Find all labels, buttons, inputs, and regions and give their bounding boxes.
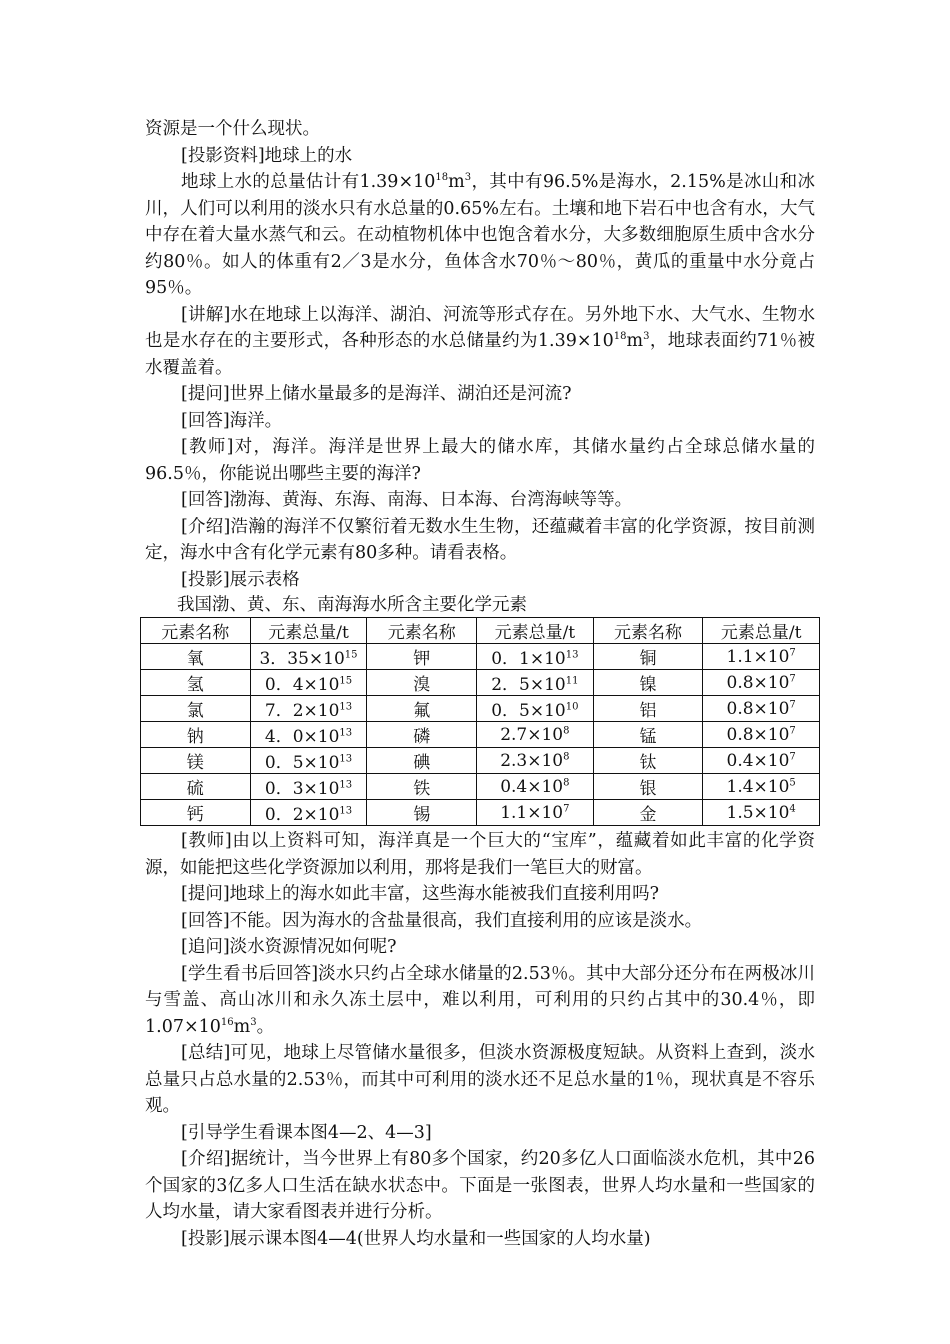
element-name-cell: 氯: [141, 696, 251, 722]
amount-exponent: 8: [563, 776, 570, 788]
amount-mantissa: 2.3×10: [500, 750, 564, 771]
amount-mantissa: 0.8×10: [726, 698, 790, 719]
amount-mantissa: 0.4×10: [500, 776, 564, 797]
exponent: 18: [613, 331, 627, 343]
table-row: [141, 800, 820, 826]
element-name-cell: 氧: [141, 644, 251, 670]
table-header-row: [141, 618, 820, 644]
element-name-cell: 银: [593, 774, 703, 800]
paragraph-text: ，地球表面约71％被水覆盖着。: [145, 331, 815, 378]
document-page: [145, 116, 815, 1252]
amount-mantissa: 0．2×10: [264, 805, 340, 825]
header-element-amount: 元素总量/t: [477, 618, 594, 644]
paragraph: [145, 169, 815, 302]
header-element-amount: 元素总量/t: [703, 618, 820, 644]
header-element-name: 元素名称: [141, 618, 251, 644]
amount-exponent: 7: [789, 724, 796, 736]
element-name-cell: 铜: [593, 644, 703, 670]
amount-mantissa: 0.8×10: [726, 724, 790, 745]
amount-mantissa: 7．2×10: [264, 701, 340, 721]
element-amount-cell: [703, 670, 820, 696]
amount-mantissa: 0．3×10: [264, 779, 340, 799]
header-element-name: 元素名称: [367, 618, 477, 644]
element-amount-cell: [477, 748, 594, 774]
element-amount-cell: [477, 670, 594, 696]
amount-mantissa: 2.7×10: [500, 724, 564, 745]
amount-mantissa: 1.5×10: [726, 802, 790, 823]
element-name-cell: 金: [593, 800, 703, 826]
paragraph: [总结]可见，地球上尽管储水量很多，但淡水资源极度短缺。从资料上查到，淡水总量只占总水量的2.53％，而其中可利用的淡水还不足总水量的1％，现状真是不容乐观。: [145, 1043, 815, 1116]
element-amount-cell: [703, 696, 820, 722]
paragraph: [投影]展示表格: [181, 569, 300, 590]
paragraph-text: 地球上水的总量估计有1.39×10: [181, 172, 436, 192]
element-name-cell: 锡: [367, 800, 477, 826]
paragraph: [回答]不能。因为海水的含盐量很高，我们直接利用的应该是淡水。: [181, 910, 703, 931]
amount-exponent: 7: [789, 750, 796, 762]
unit-text: m: [626, 331, 644, 351]
amount-mantissa: 2．5×10: [491, 675, 566, 695]
paragraph-text: 。: [256, 1016, 275, 1037]
amount-exponent: 5: [789, 776, 796, 788]
unit-text: m: [233, 1016, 251, 1037]
exponent: 3: [464, 172, 472, 184]
header-element-amount: 元素总量/t: [250, 618, 367, 644]
table-row: [141, 644, 820, 670]
element-amount-cell: [477, 644, 594, 670]
element-amount-cell: [477, 774, 594, 800]
element-name-cell: 氢: [141, 670, 251, 696]
unit-text: m: [448, 172, 465, 192]
exponent: 3: [643, 331, 650, 343]
amount-exponent: 13: [565, 649, 579, 661]
paragraph: [提问]地球上的海水如此丰富，这些海水能被我们直接利用吗?: [181, 884, 660, 904]
element-amount-cell: [703, 644, 820, 670]
amount-mantissa: 0．5×10: [491, 701, 566, 721]
element-amount-cell: [703, 800, 820, 826]
amount-exponent: 13: [339, 753, 353, 765]
paragraph: [教师]对，海洋。海洋是世界上最大的储水库，其储水量约占全球总储水量的96.5％，你能说出哪些主要的海洋?: [145, 437, 815, 484]
table-row: [141, 774, 820, 800]
table-row: [141, 722, 820, 748]
paragraph: [教师]由以上资料可知，海洋真是一个巨大的“宝库”，蕴藏着如此丰富的化学资源，如能把这些化学资源加以利用，那将是我们一笔巨大的财富。: [145, 831, 815, 878]
amount-exponent: 8: [563, 724, 570, 736]
amount-mantissa: 0.8×10: [726, 672, 790, 693]
amount-exponent: 4: [789, 802, 796, 814]
amount-exponent: 8: [563, 750, 570, 762]
amount-mantissa: 1.1×10: [500, 802, 564, 823]
paragraph-text: [学生看书后回答]淡水只约占全球水储量的2.53％。其中大部分还分布在两极冰川与雪盖、高山冰川和永久冻土层中，难以利用，可利用的只约占其中的30.4％，即1.07×10: [145, 963, 815, 1037]
header-element-name: 元素名称: [593, 618, 703, 644]
element-name-cell: 锰: [593, 722, 703, 748]
element-amount-cell: [250, 774, 367, 800]
element-amount-cell: [250, 722, 367, 748]
paragraph: [回答]海洋。: [181, 410, 283, 431]
element-amount-cell: [703, 722, 820, 748]
element-name-cell: 钾: [367, 644, 477, 670]
paragraph: [145, 302, 815, 382]
seawater-elements-table: [140, 617, 820, 826]
amount-exponent: 11: [565, 675, 579, 687]
amount-mantissa: 1.1×10: [726, 646, 790, 667]
element-name-cell: 磷: [367, 722, 477, 748]
paragraph: [引导学生看课本图4—2、4—3]: [181, 1122, 432, 1143]
element-name-cell: 钠: [141, 722, 251, 748]
amount-mantissa: 0．1×10: [491, 649, 566, 669]
element-name-cell: 钛: [593, 748, 703, 774]
amount-exponent: 7: [789, 698, 796, 710]
paragraph: [介绍]据统计，当今世界上有80多个国家，约20多亿人口面临淡水危机，其中26个国家的3亿多人口生活在缺水状态中。下面是一张图表，世界人均水量和一些国家的人均水量，请大家看图表并进行分析。: [145, 1149, 815, 1222]
amount-exponent: 10: [565, 701, 579, 713]
lesson-text-bottom: [145, 828, 815, 1252]
amount-exponent: 15: [339, 675, 353, 687]
amount-exponent: 15: [344, 649, 358, 661]
amount-mantissa: 0.4×10: [726, 750, 790, 771]
element-name-cell: 氟: [367, 696, 477, 722]
element-amount-cell: [477, 800, 594, 826]
element-amount-cell: [250, 800, 367, 826]
lesson-text-top: [145, 116, 815, 593]
paragraph: [投影]展示课本图4—4(世界人均水量和一些国家的人均水量): [181, 1228, 651, 1249]
exponent: 16: [220, 1016, 234, 1028]
paragraph: [追问]淡水资源情况如何呢?: [181, 937, 397, 957]
paragraph: [回答]渤海、黄海、东海、南海、日本海、台湾海峡等等。: [181, 490, 633, 510]
paragraph: [投影资料]地球上的水: [181, 145, 353, 166]
paragraph-text: [讲解]水在地球上以海洋、湖泊、河流等形式存在。另外地下水、大气水、生物水也是水存在的主要形式，各种形态的水总储量约为1.39×10: [145, 304, 815, 351]
element-name-cell: 铁: [367, 774, 477, 800]
amount-mantissa: 4．0×10: [264, 727, 340, 747]
amount-exponent: 7: [789, 672, 796, 684]
amount-mantissa: 3．35×10: [259, 649, 345, 669]
element-amount-cell: [477, 696, 594, 722]
table-row: [141, 670, 820, 696]
element-amount-cell: [250, 748, 367, 774]
amount-exponent: 7: [563, 802, 570, 814]
element-amount-cell: [250, 670, 367, 696]
table-row: [141, 748, 820, 774]
element-name-cell: 溴: [367, 670, 477, 696]
paragraph-text: ，其中有96.5%是海水，2.15%是冰山和冰川，人们可以利用的淡水只有水总量的0.65%左右。土壤和地下岩石中也含有水，大气中存在着大量水蒸气和云。在动植物机体中也饱含着水分，大多数细胞原生质中含水分约80％。如人的体重有2／3是水分，鱼体含水70％～80％，黄瓜的重量中水分竟占95％。: [145, 172, 815, 298]
paragraph: [145, 961, 815, 1041]
amount-mantissa: 0．5×10: [264, 753, 340, 773]
element-amount-cell: [250, 644, 367, 670]
paragraph: [介绍]浩瀚的海洋不仅繁衍着无数水生生物，还蕴藏着丰富的化学资源，按目前测定，海水中含有化学元素有80多种。请看表格。: [145, 516, 815, 563]
amount-exponent: 13: [339, 779, 353, 791]
element-name-cell: 钙: [141, 800, 251, 826]
amount-exponent: 13: [339, 805, 353, 817]
element-amount-cell: [703, 774, 820, 800]
amount-mantissa: 1.4×10: [726, 776, 790, 797]
element-amount-cell: [703, 748, 820, 774]
amount-exponent: 7: [789, 646, 796, 658]
element-amount-cell: [250, 696, 367, 722]
exponent: 3: [250, 1016, 257, 1028]
amount-exponent: 13: [339, 701, 353, 713]
table-row: [141, 696, 820, 722]
element-amount-cell: [477, 722, 594, 748]
amount-mantissa: 0．4×10: [264, 675, 340, 695]
element-name-cell: 硫: [141, 774, 251, 800]
element-name-cell: 碘: [367, 748, 477, 774]
paragraph: 资源是一个什么现状。: [145, 119, 320, 139]
paragraph: [提问]世界上储水量最多的是海洋、湖泊还是河流?: [181, 384, 572, 404]
element-name-cell: 铝: [593, 696, 703, 722]
amount-exponent: 13: [339, 727, 353, 739]
element-name-cell: 镍: [593, 670, 703, 696]
element-name-cell: 镁: [141, 748, 251, 774]
table-caption: 我国渤、黄、东、南海海水所含主要化学元素: [177, 595, 527, 615]
exponent: 18: [435, 172, 449, 184]
